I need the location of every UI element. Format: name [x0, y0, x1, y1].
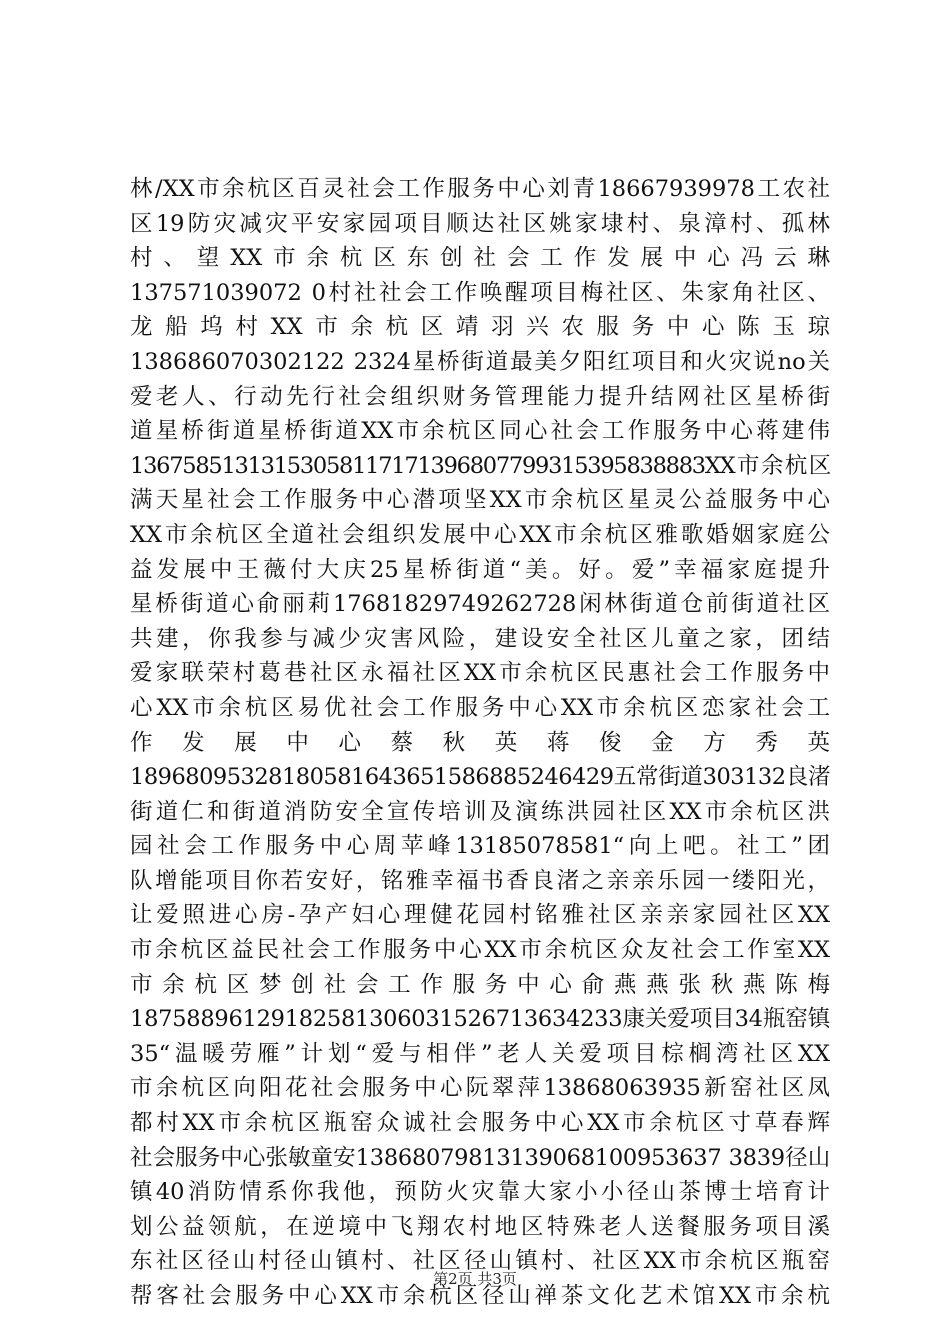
- text-line: 爱家联荣村葛巷社区永福社区XX市余杭区民惠社会工作服务中: [130, 660, 830, 687]
- text-line: 镇40消防情系你我他，预防火灾靠大家小小径山茶博士培育计: [130, 1179, 830, 1206]
- text-line: 共建，你我参与减少灾害风险，建设安全社区儿童之家，团结: [130, 625, 830, 652]
- text-line: 市余杭区益民社会工作服务中心XX市余杭区众友社会工作室XX: [130, 937, 830, 964]
- text-line: 13675851313153058117171396807799315395838883XX市余杭区: [130, 452, 830, 479]
- text-line: 满天星社会工作服务中心潜项坚XX市余杭区星灵公益服务中心: [130, 487, 830, 514]
- text-line: 作发展中心蔡秋英蒋俊金方秀英: [130, 729, 830, 756]
- text-line: 35“温暖劳雁”计划“爱与相伴”老人关爱项目棕榈湾社区XX: [130, 1040, 830, 1067]
- text-line: 星桥街道心俞丽莉17681829749262728闲林街道仓前街道社区: [130, 591, 830, 618]
- text-line: 园社会工作服务中心周苹峰13185078581“向上吧。社工”团: [130, 833, 830, 860]
- text-line: 东社区径山村径山镇村、社区径山镇村、社区XX市余杭区瓶窑: [130, 1248, 830, 1275]
- text-line: XX市余杭区全道社会组织发展中心XX市余杭区雅歌婚姻家庭公: [130, 521, 830, 548]
- text-line: 138686070302122 2324星桥街道最美夕阳红项目和火灾说no关: [130, 348, 830, 375]
- text-line: 18758896129182581306031526713634233康关爱项目34瓶窑镇: [130, 1006, 830, 1033]
- text-line: 社会服务中心张敏童安13868079813139068100953637 3839径山: [130, 1144, 830, 1171]
- text-line: 都村XX市余杭区瓶窑众诚社会服务中心XX市余杭区寸草春辉: [130, 1110, 830, 1137]
- text-line: 区19防灾减灾平安家园项目顺达社区姚家埭村、泉漳村、孤林: [130, 210, 830, 237]
- text-line: 村、望XX市余杭区东创社会工作发展中心冯云琳: [130, 245, 830, 272]
- text-line: 队增能项目你若安好，铭雅幸福书香良渚之亲亲乐园一缕阳光，: [130, 867, 830, 894]
- text-line: 市余杭区向阳花社会服务中心阮翠萍13868063935新窑社区凤: [130, 1075, 830, 1102]
- text-line: 林/XX市余杭区百灵社会工作服务中心刘青18667939978工农社: [130, 176, 830, 202]
- text-line: 爱老人、行动先行社会组织财务管理能力提升结网社区星桥街: [130, 383, 830, 410]
- text-line: 益发展中王薇付大庆25星桥街道“美。好。爱”幸福家庭提升: [130, 556, 830, 583]
- text-line: 18968095328180581643651586885246429五常街道303132良渚: [130, 764, 830, 791]
- text-line: 市余杭区梦创社会工作服务中心俞燕燕张秋燕陈梅: [130, 971, 830, 998]
- text-line: 龙船坞村XX市余杭区靖羽兴农服务中心陈玉琼: [130, 314, 830, 341]
- text-line: 137571039072 0村社社会工作唤醒项目梅社区、朱家角社区、: [130, 279, 830, 306]
- text-line: 帮客社会服务中心XX市余杭区径山禅茶文化艺术馆XX市余杭: [130, 1283, 830, 1309]
- text-line: 道星桥街道星桥街道XX市余杭区同心社会工作服务中心蒋建伟: [130, 418, 830, 445]
- text-line: 让爱照进心房-孕产妇心理健花园村铭雅社区亲亲家园社区XX: [130, 902, 830, 929]
- text-line: 心XX市余杭区易优社会工作服务中心XX市余杭区恋家社会工: [130, 694, 830, 721]
- page-footer: 第2页 共3页: [433, 1270, 517, 1288]
- body-text: [130, 172, 830, 1314]
- text-line: 划公益领航，在逆境中飞翔农村地区特殊老人送餐服务项目溪: [130, 1213, 830, 1240]
- text-line: 街道仁和街道消防安全宣传培训及演练洪园社区XX市余杭区洪: [130, 798, 830, 825]
